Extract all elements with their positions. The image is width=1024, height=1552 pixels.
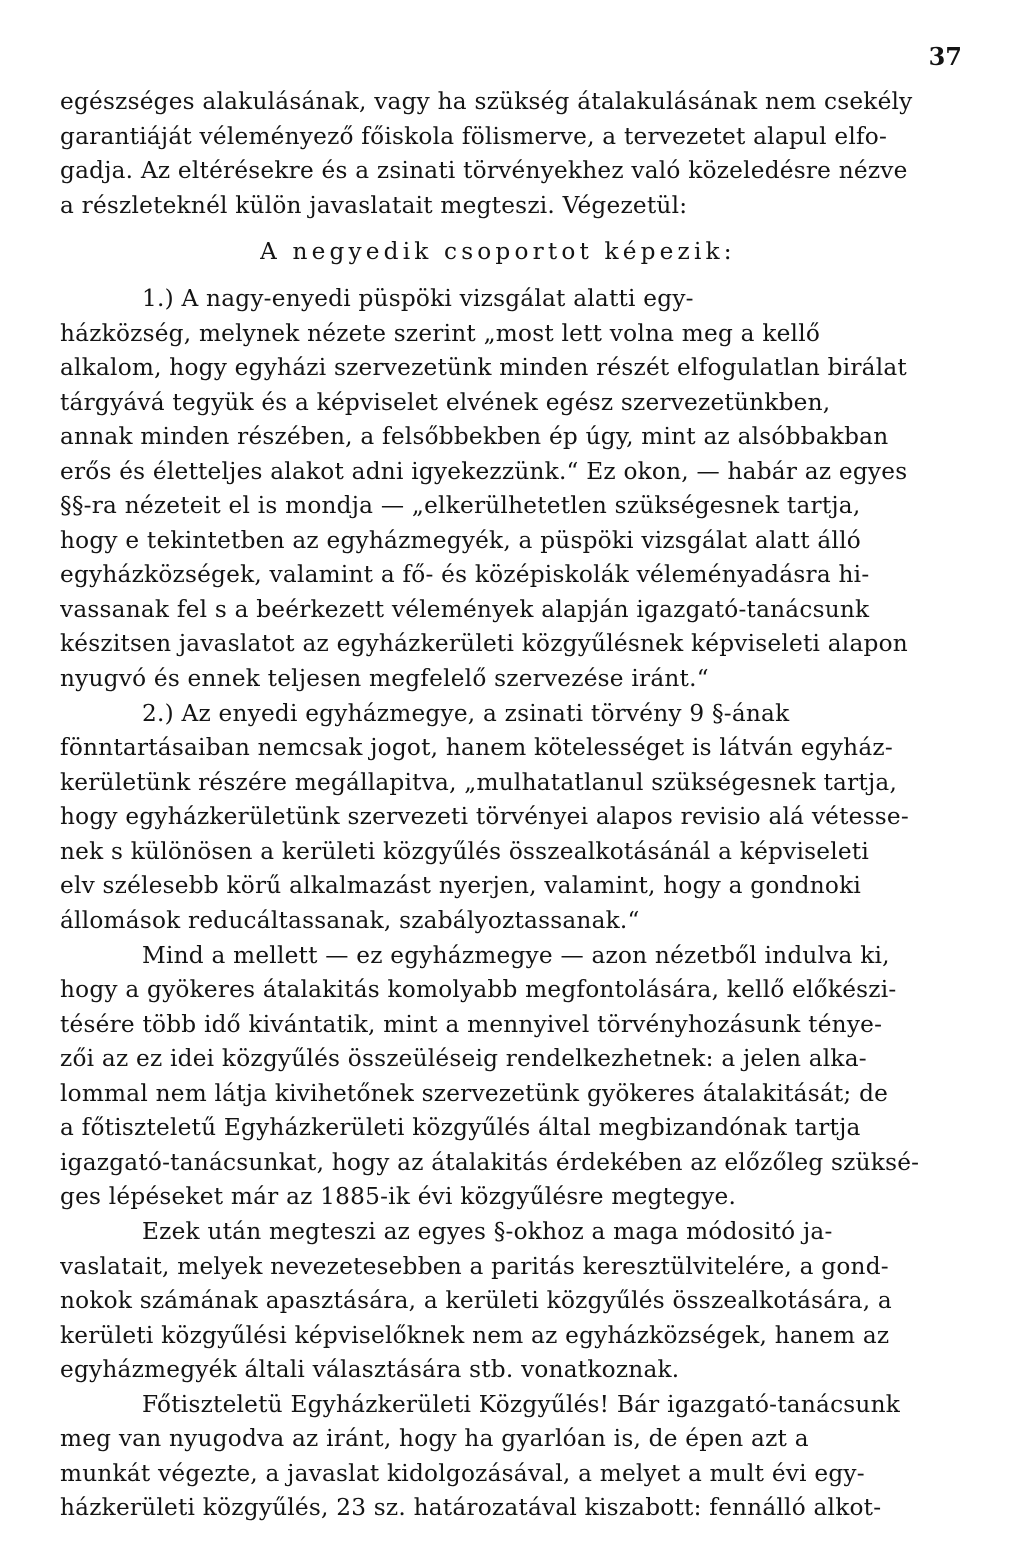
text-line: annak minden részében, a felsőbbekben ép úgy, mint az alsóbbakban	[60, 423, 889, 450]
text-line: egészséges alakulásának, vagy ha szükség átalakulásának nem csekély	[60, 88, 913, 115]
text-line: garantiáját véleményező főiskola fölismerve, a tervezetet alapul elfo-	[60, 123, 888, 150]
section-heading: A negyedik csoportot képezik:	[260, 238, 736, 265]
text-line: 2.) Az enyedi egyházmegye, a zsinati törvény 9 §-ának	[142, 700, 790, 727]
text-line: nyugvó és ennek teljesen megfelelő szervezése iránt.“	[60, 665, 709, 692]
text-line: ges lépéseket már az 1885-ik évi közgyűlésre megtegye.	[60, 1183, 737, 1210]
text-line: erős és életteljes alakot adni igyekezzünk.“ Ez okon, — habár az egyes	[60, 458, 908, 485]
text-line: házkerületi közgyűlés, 23 sz. határozatával kiszabott: fennálló alkot-	[60, 1494, 882, 1521]
text-line: hogy e tekintetben az egyházmegyék, a püspöki vizsgálat alatt álló	[60, 527, 861, 554]
text-line: tárgyává tegyük és a képviselet elvének egész szervezetünkben,	[60, 389, 831, 416]
text-line: munkát végezte, a javaslat kidolgozásával, a melyet a mult évi egy-	[60, 1460, 865, 1487]
text-line: §§-ra nézeteit el is mondja — „elkerülhetetlen szükségesnek tartja,	[60, 492, 861, 519]
text-line: vassanak fel s a beérkezett vélemények alapján igazgató-tanácsunk	[60, 596, 870, 623]
text-line: meg van nyugodva az iránt, hogy ha gyarlóan is, de épen azt a	[60, 1425, 809, 1452]
text-line: fönntartásaiban nemcsak jogot, hanem kötelességet is látván egyház-	[60, 734, 893, 761]
text-line: kerületi közgyűlési képviselőknek nem az egyházközségek, hanem az	[60, 1322, 890, 1349]
text-line: igazgató-tanácsunkat, hogy az átalakitás érdekében az előzőleg szüksé-	[60, 1149, 920, 1176]
text-line: a részleteknél külön javaslatait megteszi. Végezetül:	[60, 192, 688, 219]
text-line: hogy egyházkerületünk szervezeti törvényei alapos revisio alá vétesse-	[60, 803, 909, 830]
text-line: egyházközségek, valamint a fő- és középiskolák véleményadásra hi-	[60, 561, 870, 588]
text-line: kerületünk részére megállapitva, „mulhatatlanul szükségesnek tartja,	[60, 769, 898, 796]
text-line: tésére több idő kivántatik, mint a mennyivel törvényhozásunk ténye-	[60, 1011, 883, 1038]
text-line: a főtiszteletű Egyházkerületi közgyűlés által megbizandónak tartja	[60, 1114, 861, 1141]
text-line: lommal nem látja kivihetőnek szervezetünk gyökeres átalakitását; de	[60, 1080, 889, 1107]
text-line: zői az ez idei közgyűlés összeüléseig rendelkezhetnek: a jelen alka-	[60, 1045, 867, 1072]
text-line: alkalom, hogy egyházi szervezetünk minden részét elfogulatlan birálat	[60, 354, 907, 381]
page-number: 37	[928, 42, 962, 71]
text-line: egyházmegyék általi választására stb. vonatkoznak.	[60, 1356, 680, 1383]
text-line: 1.) A nagy-enyedi püspöki vizsgálat alatti egy-	[142, 285, 694, 312]
text-line: készitsen javaslatot az egyházkerületi közgyűlésnek képviseleti alapon	[60, 630, 908, 657]
text-line: Ezek után megteszi az egyes §-okhoz a maga módositó ja-	[142, 1218, 833, 1245]
text-line: házközség, melynek nézete szerint „most lett volna meg a kellő	[60, 320, 821, 347]
text-line: hogy a gyökeres átalakitás komolyabb megfontolására, kellő előkészi-	[60, 976, 897, 1003]
text-line: gadja. Az eltérésekre és a zsinati törvényekhez való közeledésre nézve	[60, 157, 908, 184]
text-line: nokok számának apasztására, a kerületi közgyűlés összealkotására, a	[60, 1287, 892, 1314]
text-line: vaslatait, melyek nevezetesebben a paritás keresztülvitelére, a gond-	[60, 1253, 889, 1280]
text-line: elv szélesebb körű alkalmazást nyerjen, valamint, hogy a gondnoki	[60, 872, 862, 899]
text-line: állomások reducáltassanak, szabályoztassanak.“	[60, 907, 640, 934]
text-line: Főtiszteletü Egyházkerületi Közgyűlés! Bár igazgató-tanácsunk	[142, 1391, 901, 1418]
text-line: Mind a mellett — ez egyházmegye — azon nézetből indulva ki,	[142, 942, 890, 969]
text-line: nek s különösen a kerületi közgyűlés összealkotásánál a képviseleti	[60, 838, 869, 865]
